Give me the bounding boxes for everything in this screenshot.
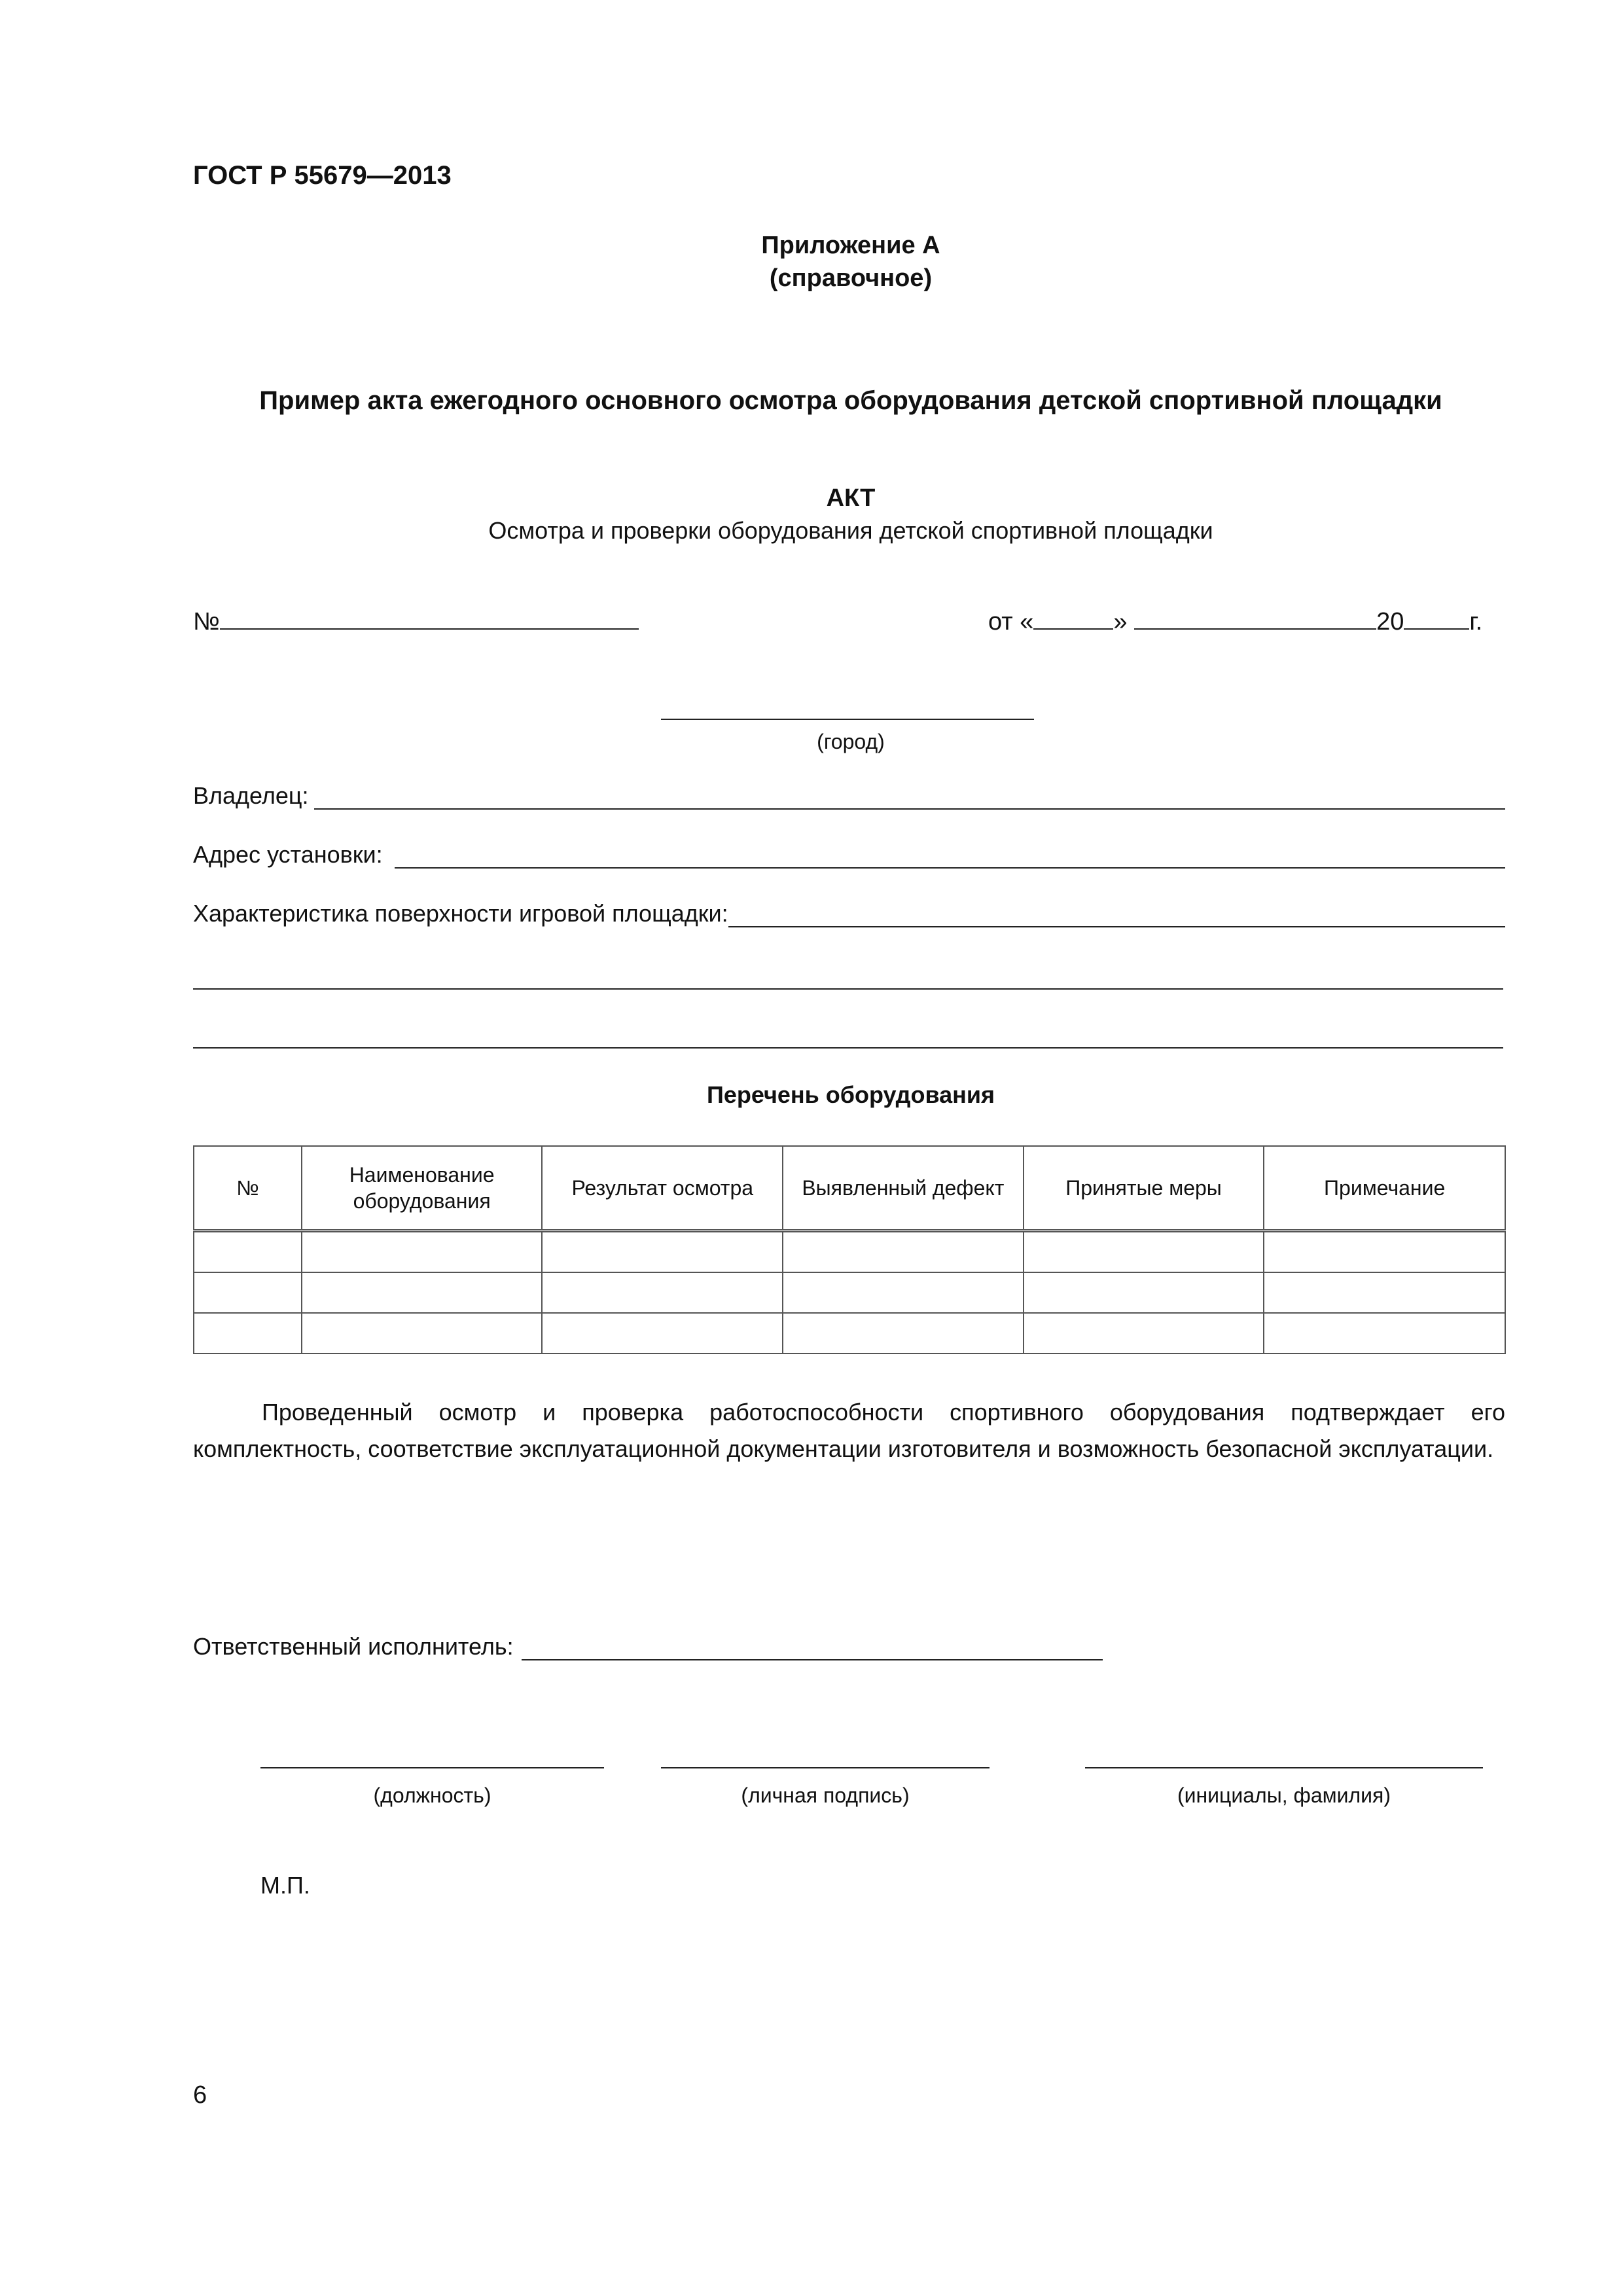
year-prefix: 20 [1376,608,1404,636]
appendix-title: Приложение А [761,232,940,259]
document-title: Пример акта ежегодного основного осмотра оборудования детской спортивной площадки [259,386,1442,415]
address-field[interactable] [395,844,1505,869]
responsible-field[interactable] [522,1636,1103,1660]
table-row [194,1231,1505,1273]
surface-field-line-3[interactable] [193,1047,1503,1049]
appendix-heading [654,229,1047,295]
city-label: (город) [817,730,885,753]
surface-label: Характеристика поверхности игровой площадки: [193,900,728,927]
surface-field-line-2[interactable] [193,988,1503,990]
date-month-field[interactable] [1134,607,1376,630]
owner-label: Владелец: [193,782,309,809]
table-cell[interactable] [1024,1313,1264,1354]
responsible-row [193,1633,1103,1660]
appendix-type: (справочное) [769,264,933,292]
surface-field[interactable] [728,903,1505,927]
name-label: (инициалы, фамилия) [1177,1784,1391,1807]
table-cell[interactable] [194,1231,302,1273]
column-header-number: № [194,1146,302,1231]
standard-code: ГОСТ Р 55679—2013 [193,161,452,190]
owner-row [193,782,1505,810]
table-cell[interactable] [302,1231,543,1273]
address-row [193,841,1505,869]
position-label: (должность) [373,1784,491,1807]
column-header-defect-found: Выявленный дефект [783,1146,1024,1231]
table-cell[interactable] [302,1313,543,1354]
name-field[interactable] [1085,1767,1483,1768]
address-label: Адрес установки: [193,841,383,868]
date-day-field[interactable] [1033,607,1113,630]
position-field[interactable] [260,1767,604,1768]
act-number-row [193,607,639,636]
act-number-field[interactable] [220,607,639,630]
page-number: 6 [193,2081,207,2109]
signature-label: (личная подпись) [741,1784,910,1807]
date-year-field[interactable] [1404,607,1469,630]
surface-row [193,900,1505,927]
column-header-measures-taken: Принятые меры [1024,1146,1264,1231]
column-header-equipment-name: Наименование оборудования [302,1146,543,1231]
table-cell[interactable] [783,1231,1024,1273]
responsible-label: Ответственный исполнитель: [193,1633,514,1660]
table-cell[interactable] [1264,1313,1505,1354]
table-row [194,1272,1505,1313]
signature-field[interactable] [661,1767,990,1768]
table-cell[interactable] [302,1272,543,1313]
stamp-placeholder: М.П. [260,1872,310,1899]
table-header-row [194,1146,1505,1231]
year-suffix: г. [1469,608,1483,636]
owner-field[interactable] [314,785,1505,810]
act-title: АКТ [826,484,876,512]
table-cell[interactable] [1264,1272,1505,1313]
act-number-label: № [193,608,220,636]
act-date-row [988,607,1482,636]
equipment-table [193,1145,1506,1354]
table-cell[interactable] [542,1231,783,1273]
table-cell[interactable] [1024,1231,1264,1273]
table-cell[interactable] [1264,1231,1505,1273]
table-row [194,1313,1505,1354]
table-cell[interactable] [1024,1272,1264,1313]
date-prefix: от « [988,608,1034,636]
table-cell[interactable] [783,1313,1024,1354]
table-cell[interactable] [542,1313,783,1354]
table-cell[interactable] [783,1272,1024,1313]
column-header-inspection-result: Результат осмотра [542,1146,783,1231]
table-cell[interactable] [542,1272,783,1313]
equipment-list-title: Перечень оборудования [706,1081,995,1108]
conclusion-text: Проведенный осмотр и проверка работоспособности спортивного оборудования подтверждает его комплектность, соответствие эксплуатационной документации изготовителя и возможность безопасной эксплуатации. [193,1399,1505,1462]
city-field[interactable] [661,719,1034,720]
act-subtitle: Осмотра и проверки оборудования детской спортивной площадки [488,517,1213,544]
column-header-note: Примечание [1264,1146,1505,1231]
date-quote-close: » [1113,608,1128,636]
table-cell[interactable] [194,1313,302,1354]
table-cell[interactable] [194,1272,302,1313]
